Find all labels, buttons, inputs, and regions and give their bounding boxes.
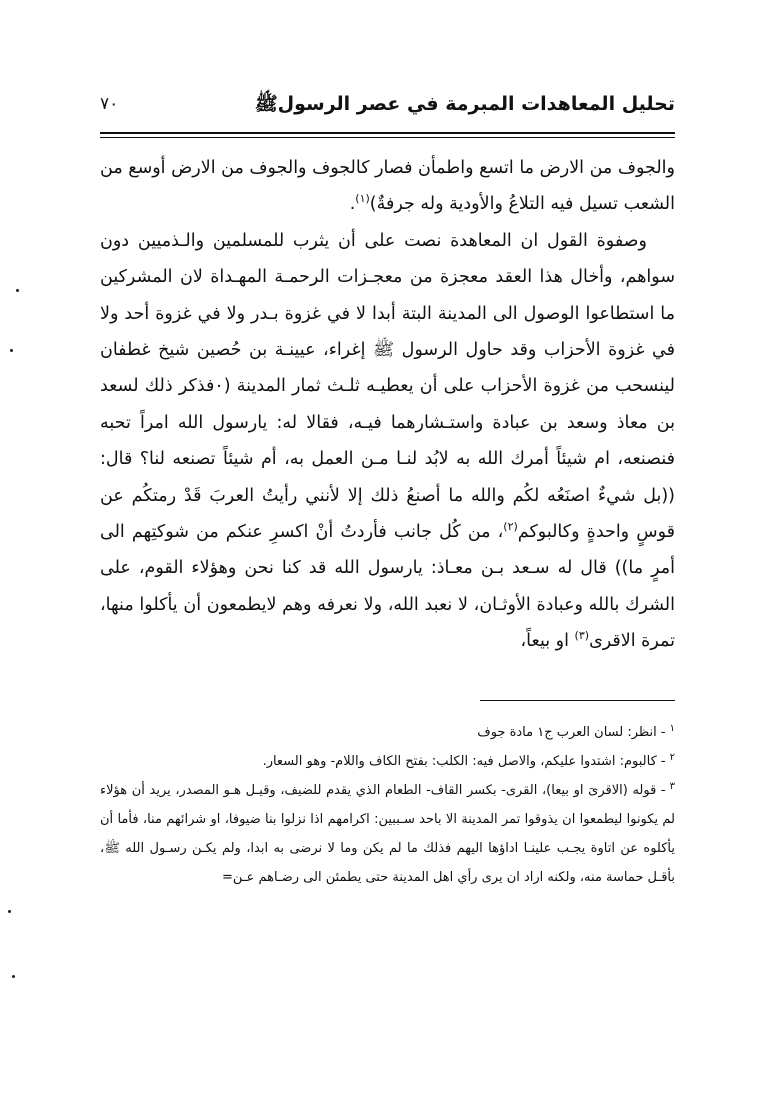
footnote-1 [100,718,675,747]
footnote-text: - كالبوم: اشتدوا عليكم، والاصل فيه: الكلب: بفتح الكاف واللام- وهو السعار. [262,754,666,769]
footnote-number: ١ [669,722,675,734]
footnote-separator [480,700,675,701]
footnote-ref-3: (٣) [574,629,590,643]
paragraph-2-text-a: وصفوة القول ان المعاهدة نصت على أن يثرب للمسلمين والـذميين دون سواهم، وأخال هذا العقد معجزة من معجـزات الرحمـة المهـداة لان المشركين ما استطاعوا الوصول الى المدينة البتة أبدا لا في غزوة بـدر ولا في غزوة أحد ولا في غزوة الأحزاب وقد حاول الرسول ﷺ إغراء، عيينـة بن حُصين شيخ غطفان لينسحب من غزوة الأحزاب على أن يعطيـه ثلـث ثمار المدينة (٠فذكر ذلك لسعد بن معاذ وسعد بن عبادة واستـشارهما فيـه، فقالا له: يارسول الله امراً تحبه فنصنعه، ام شيئاً أمرك الله به لابُد لنـا مـن العمل به، أم شيئاً تصنعه لنا؟ قال: ((بل شيءٌ اصنَعُه لكُم والله ما أصنعُ ذلك إلا لأنني رأيتُ العربَ قَدْ رمتكُم عن قوسٍ واحدةٍ وكالبوكم [100,230,675,543]
footnote-2 [100,747,675,776]
running-title: تحليل المعاهدات المبرمة في عصر الرسولﷺ [254,93,675,115]
scan-speck [16,289,19,292]
paragraph-2-text-c: او بيعاً، [520,631,575,652]
scan-speck [10,349,13,352]
header-rule-thin [100,137,675,138]
footnote-ref-1: (١) [355,192,370,206]
footnotes [100,718,675,892]
page-number: ٧٠ [100,94,119,114]
main-text [100,150,675,660]
scan-speck [12,975,15,978]
footnote-text: - قوله (الاقرىَ او بيعا)، القرى- بكسر القاف- الطعام الذي يقدم للضيف، وقيـل هـو المصدر، يريد أن هؤلاء لم يكونوا ليطمعوا ان يذوقوا تمر المدينة الا باحد سـببين: اكرامهم اذا نزلوا بنا ضيوفا، او شرائهم منا، فأما أن يأكلوه عن اتاوة يجـب علينـا اداؤها اليهم فذلك ما لم يكن وما لا نرضى به ابدا، ولم يكـن رسـول الله ﷺ، بأقـل حماسة منه، ولكنه اراد ان يرى رأي اهل المدينة حتى يطمئن الى رضـاهم عـن= [100,783,675,885]
paragraph-1-end: . [349,194,356,215]
footnote-ref-2: (٢) [503,520,518,534]
footnote-number: ٣ [669,780,675,792]
paragraph-1 [100,150,675,223]
footnote-number: ٢ [669,751,675,763]
paragraph-2 [100,223,675,660]
paragraph-2-text-b: ، من كُل جانب فأردتُ أنْ اكسرِ عنكم من شوكتِهم الى أمرٍ ما)) قال له سـعد بـن معـاذ: يارسول الله قد كنا نحن وهؤلاء القوم، على الشرك بالله وعبادة الأوثـان، لا نعبد الله، ولا نعرفه وهم لايطمعون أن يأكلوا منها، تمرة الاقرى [100,522,675,652]
header-rule [100,132,675,134]
paragraph-1-text: والجوف من الارض ما اتسع واطمأن فصار كالجوف والجوف من الارض أوسع من الشعب تسيل فيه التلاعُ والأودية وله جرفةٌ) [100,158,675,215]
page-header [100,88,675,128]
footnote-3 [100,776,675,892]
footnote-text: - انظر: لسان العرب ج١ مادة جوف [477,725,666,740]
scan-speck [8,910,11,913]
